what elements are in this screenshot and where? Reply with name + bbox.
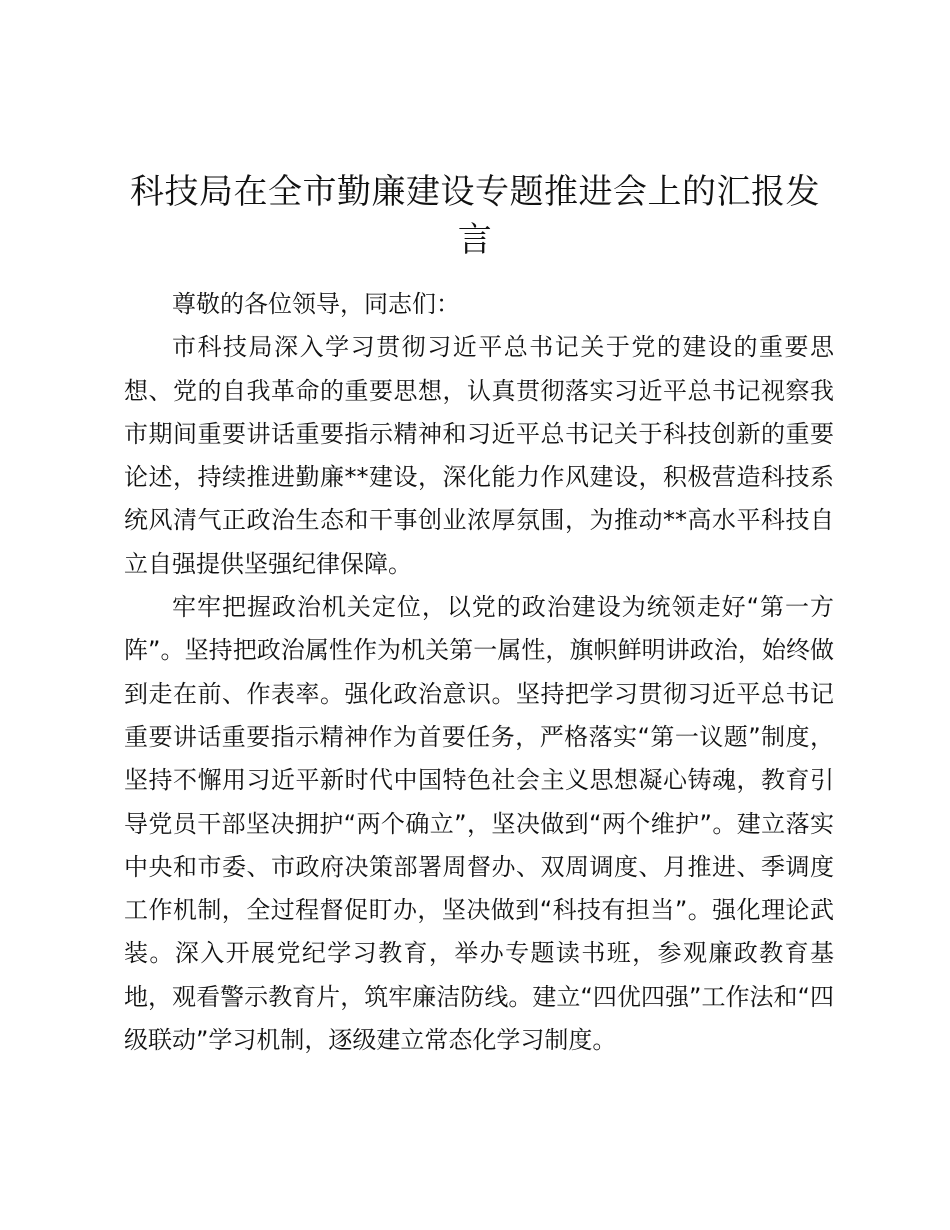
document-body	[124, 283, 834, 1062]
paragraph-1: 市科技局深入学习贯彻习近平总书记关于党的建设的重要思想、党的自我革命的重要思想，认真贯彻落实习近平总书记视察我市期间重要讲话重要指示精神和习近平总书记关于科技创新的重要论述，持续推进勤廉**建设，深化能力作风建设，积极营造科技系统风清气正政治生态和干事创业浓厚氛围，为推动**高水平科技自立自强提供坚强纪律保障。	[124, 333, 834, 578]
document-title: 科技局在全市勤廉建设专题推进会上的汇报发言	[130, 172, 820, 260]
salutation: 尊敬的各位领导，同志们：	[172, 290, 460, 318]
paragraph-2: 牢牢把握政治机关定位，以党的政治建设为统领走好“第一方阵”。坚持把政治属性作为机关第一属性，旗帜鲜明讲政治，始终做到走在前、作表率。强化政治意识。坚持把学习贯彻习近平总书记重要讲话重要指示精神作为首要任务，严格落实“第一议题”制度，坚持不懈用习近平新时代中国特色社会主义思想凝心铸魂，教育引导党员干部坚决拥护“两个确立”，坚决做到“两个维护”。建立落实中央和市委、市政府决策部署周督办、双周调度、月推进、季调度工作机制，全过程督促盯办，坚决做到“科技有担当”。强化理论武装。深入开展党纪学习教育，举办专题读书班，参观廉政教育基地，观看警示教育片，筑牢廉洁防线。建立“四优四强”工作法和“四级联动”学习机制，逐级建立常态化学习制度。	[124, 593, 834, 1055]
